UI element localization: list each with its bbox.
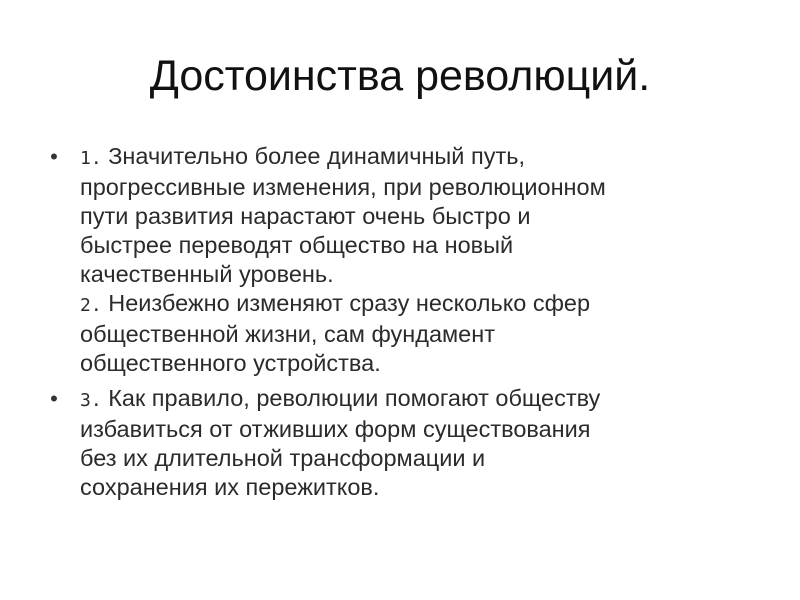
bullet-line: пути развития нарастают очень быстро и [80,203,531,229]
bullet-line: быстрее переводят общество на новый [80,232,514,258]
bullet-item-1 [40,142,760,378]
item-number: 1. [80,148,102,169]
bullet-line: без их длительной трансформации и [80,445,486,471]
bullet-text: Значительно более динамичный путь, [108,143,525,169]
bullet-item-2 [40,384,760,502]
bullet-dot-icon: • [50,386,58,411]
bullet-list [40,142,760,508]
bullet-text: Неизбежно изменяют сразу несколько сфер [108,290,591,316]
bullet-line [80,142,760,173]
bullet-text: Как правило, революции помогают обществу [108,385,601,411]
bullet-line: качественный уровень. [80,261,334,287]
item-number: 2. [80,295,102,316]
bullet-line: прогрессивные изменения, при революционном [80,174,606,200]
bullet-line: общественного устройства. [80,350,381,376]
bullet-dot-icon: • [50,144,58,169]
slide-title: Достоинства революций. [149,52,651,100]
bullet-line [80,289,760,320]
item-number: 3. [80,390,102,411]
bullet-line [80,384,760,415]
bullet-line: избавиться от отживших форм существования [80,416,591,442]
bullet-line: общественной жизни, сам фундамент [80,321,495,347]
bullet-line: сохранения их пережитков. [80,474,380,500]
